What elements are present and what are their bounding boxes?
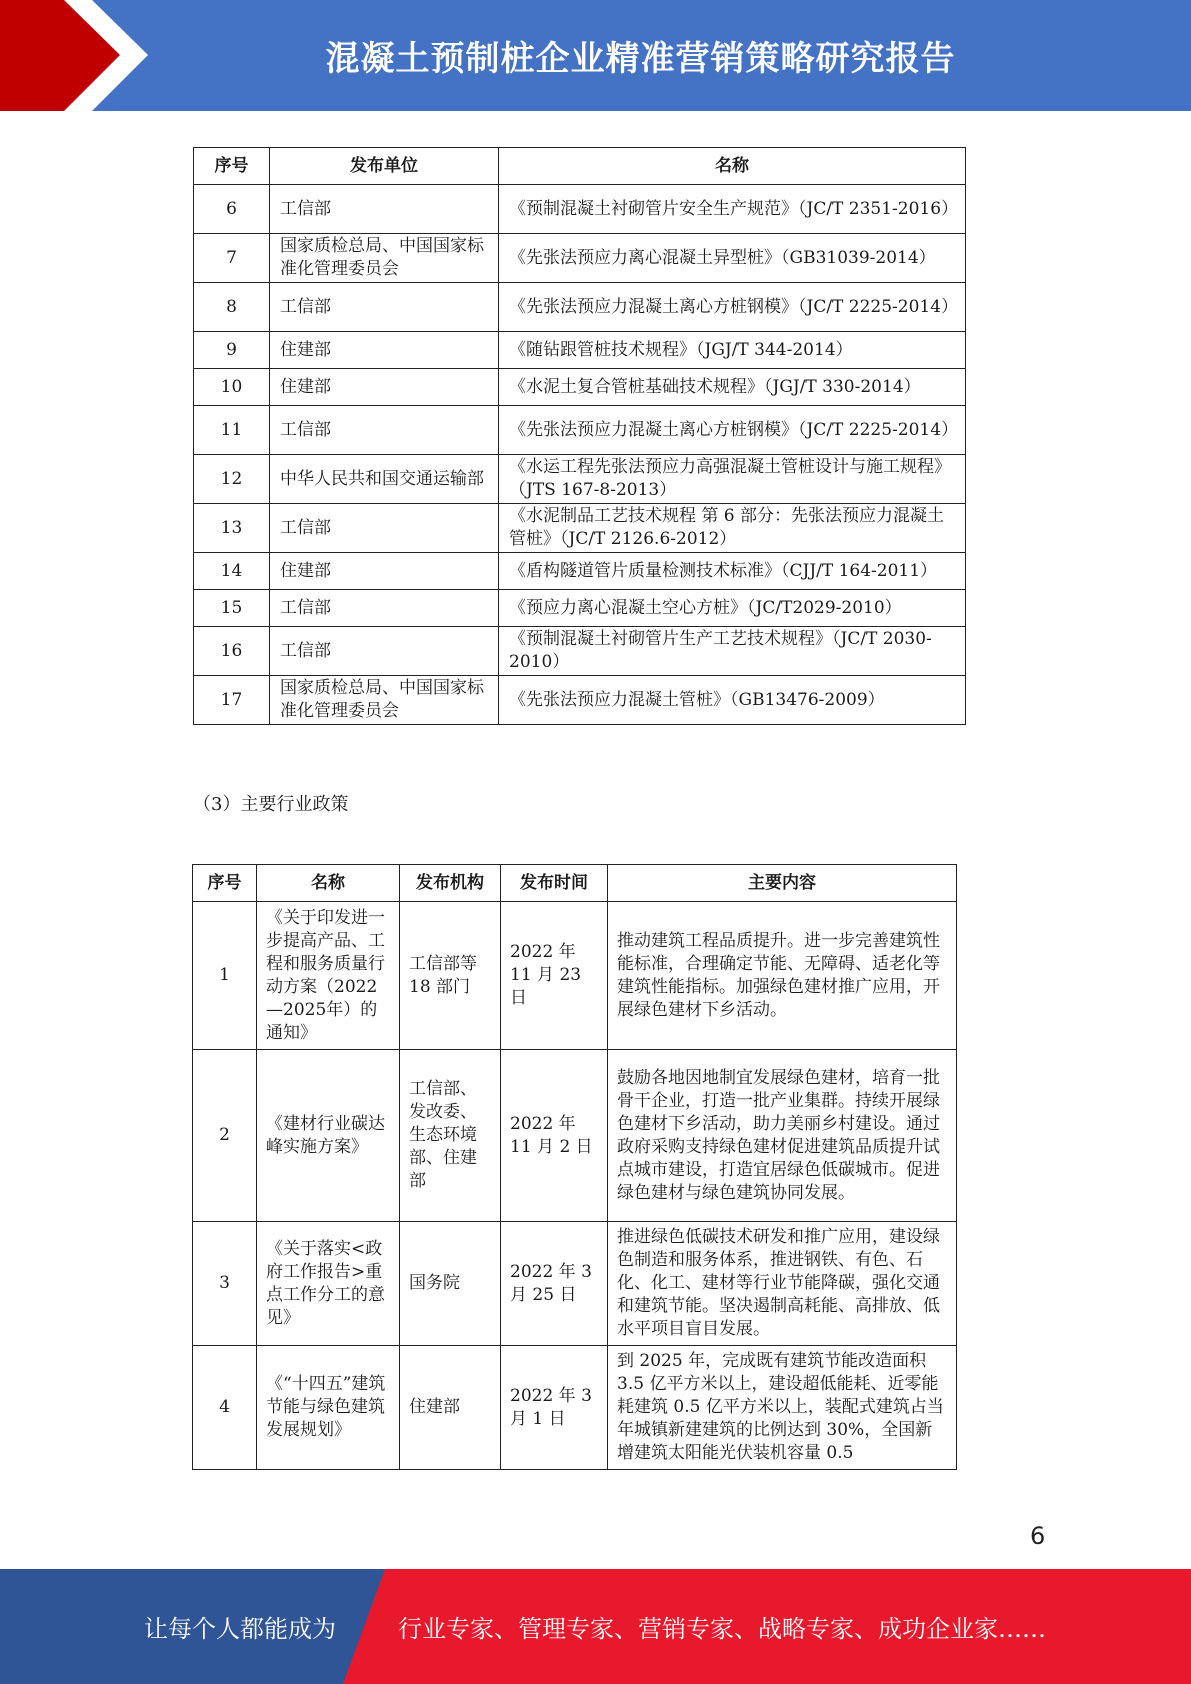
table-row (194, 283, 966, 332)
page-header (0, 0, 1191, 111)
standard-name-cell: 《先张法预应力混凝土管桩》（GB13476-2009） (499, 676, 966, 725)
publisher-cell: 住建部 (270, 369, 499, 406)
publisher-cell: 国家质检总局、中国国家标准化管理委员会 (270, 234, 499, 283)
table-row (194, 553, 966, 590)
publisher-cell: 国家质检总局、中国国家标准化管理委员会 (270, 676, 499, 725)
table-row (194, 627, 966, 676)
standard-name-cell: 《先张法预应力混凝土离心方桩钢模》（JC/T 2225-2014） (499, 406, 966, 455)
standard-name-cell: 《先张法预应力离心混凝土异型桩》（GB31039-2014） (499, 234, 966, 283)
red-chevron-decoration (0, 0, 150, 111)
standard-name-cell: 《水运工程先张法预应力高强混凝土管桩设计与施工规程》（JTS 167-8-2013） (499, 455, 966, 504)
row-number: 15 (194, 590, 270, 627)
table-row (193, 1222, 957, 1346)
table-row (194, 185, 966, 234)
publisher-cell: 工信部 (270, 283, 499, 332)
publisher-cell: 工信部 (270, 590, 499, 627)
date-cell: 2022 年 3 月 25 日 (501, 1222, 608, 1346)
table-row (194, 234, 966, 283)
table-row (194, 332, 966, 369)
standard-name-cell: 《水泥制品工艺技术规程 第 6 部分：先张法预应力混凝土管桩》（JC/T 2126.6-2012） (499, 504, 966, 553)
page-number: 6 (1030, 1522, 1046, 1550)
footer-slogan-right: 行业专家、管理专家、营销专家、战略专家、成功企业家…… (398, 1615, 1046, 1643)
standard-name-cell: 《盾构隧道管片质量检测技术标准》（CJJ/T 164-2011） (499, 553, 966, 590)
publisher-cell: 住建部 (270, 332, 499, 369)
table-row (194, 590, 966, 627)
standard-name-cell: 《先张法预应力混凝土离心方桩钢模》（JC/T 2225-2014） (499, 283, 966, 332)
row-number: 17 (194, 676, 270, 725)
header-cell: 名称 (257, 865, 400, 902)
header-cell: 主要内容 (608, 865, 957, 902)
table-row (193, 1346, 957, 1470)
publisher-cell: 工信部 (270, 627, 499, 676)
header-cell: 序号 (193, 865, 257, 902)
content-cell: 推动建筑工程品质提升。进一步完善建筑性能标准，合理确定节能、无障碍、适老化等建筑性能指标。加强绿色建材推广应用，开展绿色建材下乡活动。 (608, 902, 957, 1050)
row-number: 11 (194, 406, 270, 455)
header-cell: 发布机构 (400, 865, 501, 902)
table-row (194, 676, 966, 725)
row-number: 7 (194, 234, 270, 283)
table-row (193, 902, 957, 1050)
row-number: 9 (194, 332, 270, 369)
table-row (194, 455, 966, 504)
standard-name-cell: 《随钻跟管桩技术规程》（JGJ/T 344-2014） (499, 332, 966, 369)
row-number: 6 (194, 185, 270, 234)
row-number: 2 (193, 1050, 257, 1222)
standard-name-cell: 《预应力离心混凝土空心方桩》（JC/T2029-2010） (499, 590, 966, 627)
section-heading: （3）主要行业政策 (193, 794, 349, 815)
policy-name-cell: 《建材行业碳达峰实施方案》 (257, 1050, 400, 1222)
content-cell: 到 2025 年，完成既有建筑节能改造面积 3.5 亿平方米以上，建设超低能耗、近零能耗建筑 0.5 亿平方米以上，装配式建筑占当年城镇新建建筑的比例达到 30%，全国新增建筑太阳能光伏装机容量 0.5 (608, 1346, 957, 1470)
publisher-cell: 工信部 (270, 185, 499, 234)
policy-name-cell: 《“十四五”建筑节能与绿色建筑发展规划》 (257, 1346, 400, 1470)
row-number: 12 (194, 455, 270, 504)
header-cell: 名称 (499, 148, 966, 185)
page-footer (0, 1569, 1191, 1684)
header-cell: 发布时间 (501, 865, 608, 902)
table-row (194, 406, 966, 455)
standard-name-cell: 《预制混凝土衬砌管片安全生产规范》（JC/T 2351-2016） (499, 185, 966, 234)
row-number: 16 (194, 627, 270, 676)
publisher-cell: 工信部 (270, 504, 499, 553)
date-cell: 2022 年 11 月 2 日 (501, 1050, 608, 1222)
header-cell: 序号 (194, 148, 270, 185)
policy-name-cell: 《关于印发进一步提高产品、工程和服务质量行动方案（2022—2025年）的通知》 (257, 902, 400, 1050)
row-number: 3 (193, 1222, 257, 1346)
row-number: 1 (193, 902, 257, 1050)
publisher-cell: 住建部 (270, 553, 499, 590)
table-row (194, 504, 966, 553)
row-number: 10 (194, 369, 270, 406)
issuer-cell: 工信部、发改委、生态环境部、住建部 (400, 1050, 501, 1222)
table-header-row (193, 865, 957, 902)
footer-slogan-left: 让每个人都能成为 (144, 1615, 336, 1643)
row-number: 8 (194, 283, 270, 332)
date-cell: 2022 年 11 月 23 日 (501, 902, 608, 1050)
row-number: 14 (194, 553, 270, 590)
table-header-row (194, 148, 966, 185)
table-row (194, 369, 966, 406)
issuer-cell: 住建部 (400, 1346, 501, 1470)
standard-name-cell: 《预制混凝土衬砌管片生产工艺技术规程》（JC/T 2030-2010） (499, 627, 966, 676)
header-cell: 发布单位 (270, 148, 499, 185)
date-cell: 2022 年 3 月 1 日 (501, 1346, 608, 1470)
table-row (193, 1050, 957, 1222)
content-cell: 推进绿色低碳技术研发和推广应用，建设绿色制造和服务体系，推进钢铁、有色、石化、化工、建材等行业节能降碳，强化交通和建筑节能。坚决遏制高耗能、高排放、低水平项目盲目发展。 (608, 1222, 957, 1346)
standard-name-cell: 《水泥土复合管桩基础技术规程》（JGJ/T 330-2014） (499, 369, 966, 406)
policy-name-cell: 《关于落实<政府工作报告>重点工作分工的意见》 (257, 1222, 400, 1346)
publisher-cell: 工信部 (270, 406, 499, 455)
report-title: 混凝土预制桩企业精准营销策略研究报告 (325, 39, 956, 79)
issuer-cell: 国务院 (400, 1222, 501, 1346)
publisher-cell: 中华人民共和国交通运输部 (270, 455, 499, 504)
row-number: 4 (193, 1346, 257, 1470)
policy-table (192, 864, 957, 1470)
standards-table (193, 147, 966, 725)
content-cell: 鼓励各地因地制宜发展绿色建材，培育一批骨干企业，打造一批产业集群。持续开展绿色建材下乡活动，助力美丽乡村建设。通过政府采购支持绿色建材促进建筑品质提升试点城市建设，打造宜居绿色低碳城市。促进绿色建材与绿色建筑协同发展。 (608, 1050, 957, 1222)
row-number: 13 (194, 504, 270, 553)
issuer-cell: 工信部等 18 部门 (400, 902, 501, 1050)
